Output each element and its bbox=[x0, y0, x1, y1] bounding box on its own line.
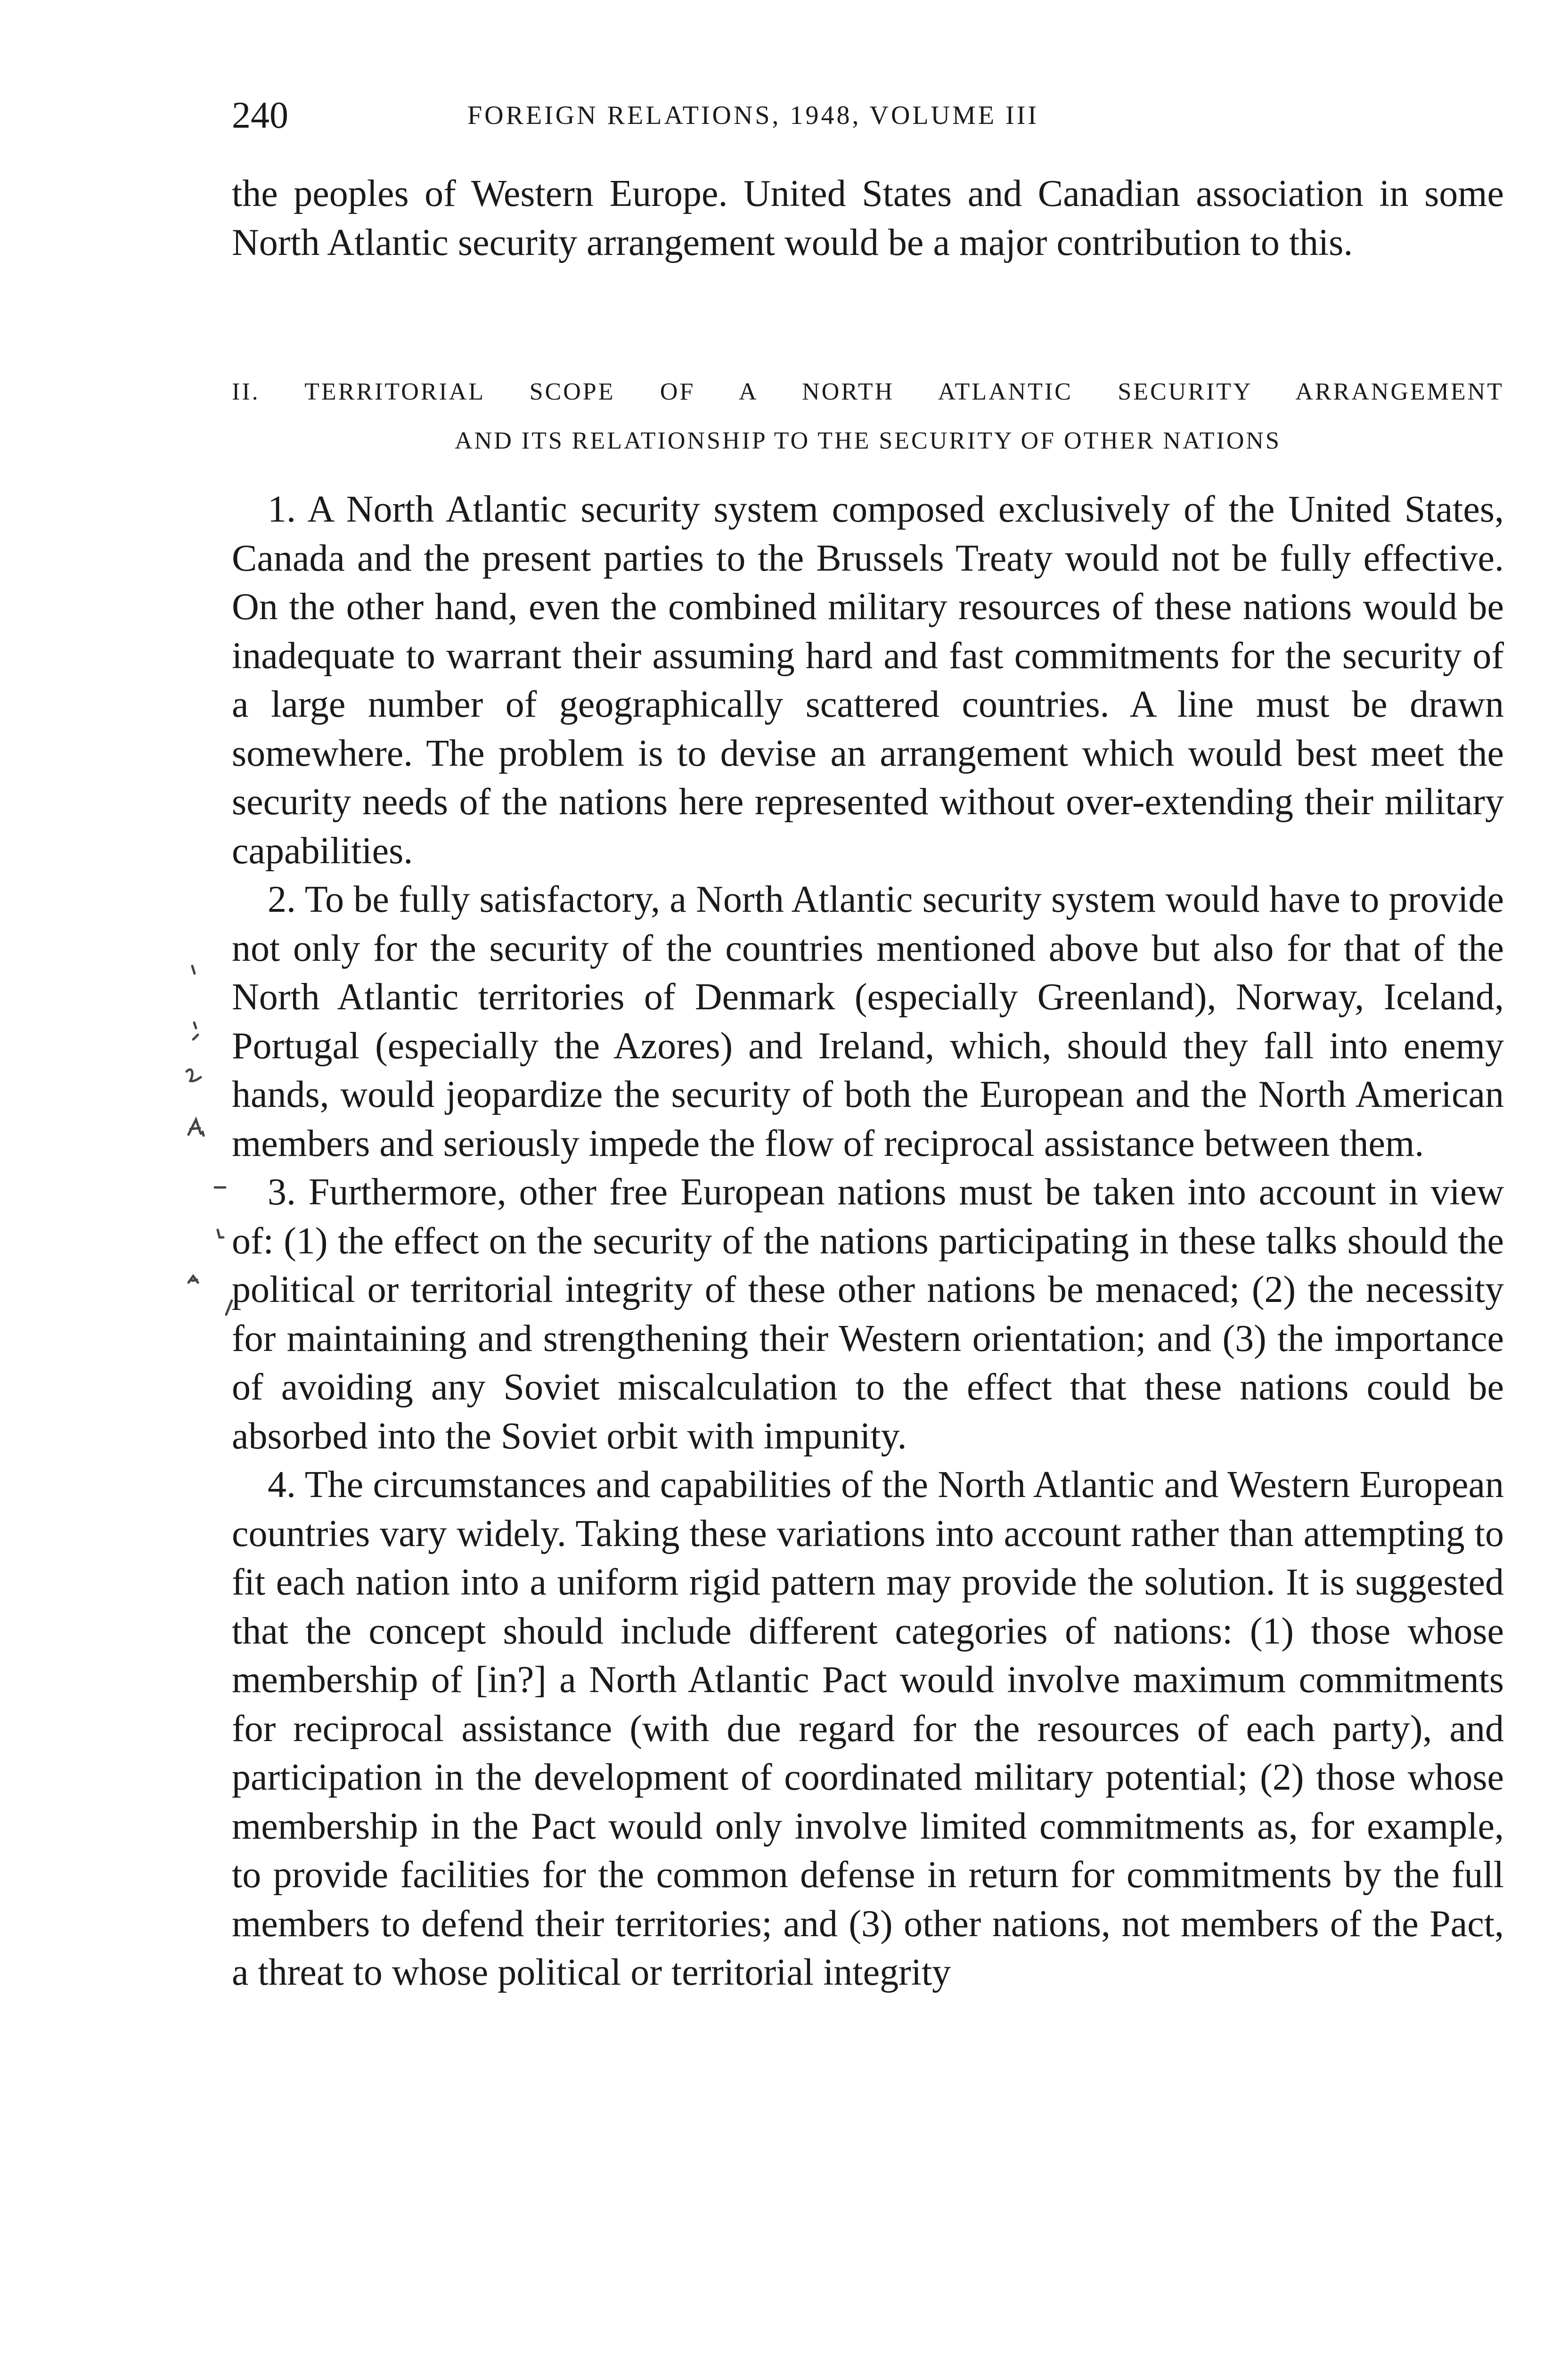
handwritten-margin-marks bbox=[0, 0, 236, 2356]
margin-mark-3 bbox=[187, 1070, 201, 1081]
intro-paragraph bbox=[232, 170, 1504, 267]
paragraph-2: 2. To be fully satisfactory, a North Atlantic security system would have to provide not only for the security of the countries mentioned above but also for that of the North Atlantic territories of Denmark (especially Greenland), Norway, Iceland, Portugal (especially the Azores) and Ireland, which, should they fall into enemy hands, would jeopardize the security of both the European and the North American members and seriously impede the flow of reciprocal assistance between them. bbox=[232, 879, 1504, 1164]
margin-mark-6 bbox=[218, 1230, 223, 1237]
margin-mark-7 bbox=[188, 1276, 198, 1283]
running-head: FOREIGN RELATIONS, 1948, VOLUME III bbox=[467, 101, 1039, 130]
paragraph-4: 4. The circumstances and capabilities of the North Atlantic and Western European countries vary widely. Taking these variations into account rather than attempting to fit each nation into a uniform rigid pattern may provide the solution. It is suggested that the concept should include different categories of nations: (1) those whose membership of [in?] a North Atlantic Pact would involve maximum commitments for reciprocal assistance (with due regard for the resources of each party), and participation in the development of coordinated military potential; (2) those whose membership in the Pact would only involve limited commitments as, for example, to provide facilities for the common defense in return for commitments by the full members to defend their territories; and (3) other nations, not members of the Pact, a threat to whose political or territorial integrity bbox=[232, 1464, 1504, 1993]
margin-tick-2 bbox=[193, 1023, 198, 1039]
paragraph-1: 1. A North Atlantic security system composed exclusively of the United States, Canada and the present parties to the Brussels Treaty would not be fully effective. On the other hand, even the combined military resources of these nations would be inadequate to warrant their assuming hard and fast commitments for the security of a large number of geographically scattered countries. A line must be drawn somewhere. The problem is to devise an arrangement which would best meet the security needs of the nations here represented without over-extending their military capabilities. bbox=[232, 489, 1504, 872]
page-number: 240 bbox=[232, 95, 288, 136]
section-heading-line-2: AND ITS RELATIONSHIP TO THE SECURITY OF OTHER NATIONS bbox=[455, 427, 1281, 454]
margin-mark-8 bbox=[226, 1301, 232, 1315]
intro-text: the peoples of Western Europe. United States and Canadian association in some North Atlantic security arrangement would be a major contribution to this. bbox=[232, 173, 1504, 263]
margin-mark-4 bbox=[188, 1120, 204, 1136]
margin-tick-1 bbox=[192, 966, 195, 973]
paragraph-3: 3. Furthermore, other free European nations must be taken into account in view of: (1) the effect on the security of the nations participating in these talks should the political or territorial integrity of these other nations be menaced; (2) the necessity for maintaining and strengthening their Western orientation; and (3) the importance of avoiding any Soviet miscalculation to the effect that these nations could be absorbed into the Soviet orbit with impunity. bbox=[232, 1171, 1504, 1457]
section-heading-line-1: II. TERRITORIAL SCOPE OF A NORTH ATLANTIC SECURITY ARRANGEMENT bbox=[232, 378, 1504, 405]
page-header bbox=[232, 90, 1315, 141]
margin-annotation-marks bbox=[0, 0, 236, 2356]
body-text bbox=[232, 485, 1504, 1997]
section-heading bbox=[232, 368, 1504, 466]
